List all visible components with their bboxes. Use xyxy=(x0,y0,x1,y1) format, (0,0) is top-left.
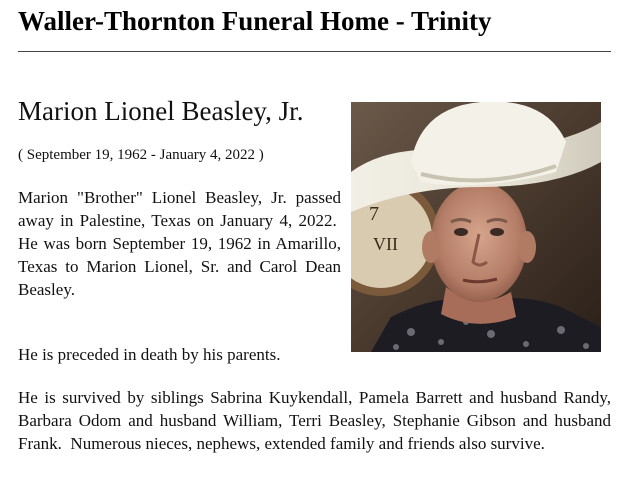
obituary-paragraph: Marion "Brother" Lionel Beasley, Jr. passed away in Palestine, Texas on January 4, 2022. He was born September 19, 1962 in Amarillo, Texas to Marion Lionel, Sr. and Carol Dean Beasley. xyxy=(18,188,341,299)
obituary-photo xyxy=(351,102,601,352)
site-title[interactable]: Waller-Thornton Funeral Home - Trinity xyxy=(18,6,492,36)
obituary-paragraph: He is survived by siblings Sabrina Kuykendall, Pamela Barrett and husband Randy, Barbara Odom and husband William, Terri Beasley, Stephanie Gibson and husband Frank. Numerous nieces, nephews, extended family and friends also survive. xyxy=(18,388,611,453)
portrait-image xyxy=(351,102,601,352)
header-divider xyxy=(18,51,611,52)
svg-text:VII: VII xyxy=(373,234,398,254)
obituary-dates: ( September 19, 1962 - January 4, 2022 ) xyxy=(18,147,264,163)
site-header xyxy=(18,4,610,38)
obituary-paragraph: He is preceded in death by his parents. xyxy=(18,345,281,364)
svg-text:7: 7 xyxy=(369,203,379,225)
obituary-name: Marion Lionel Beasley, Jr. xyxy=(18,96,304,126)
